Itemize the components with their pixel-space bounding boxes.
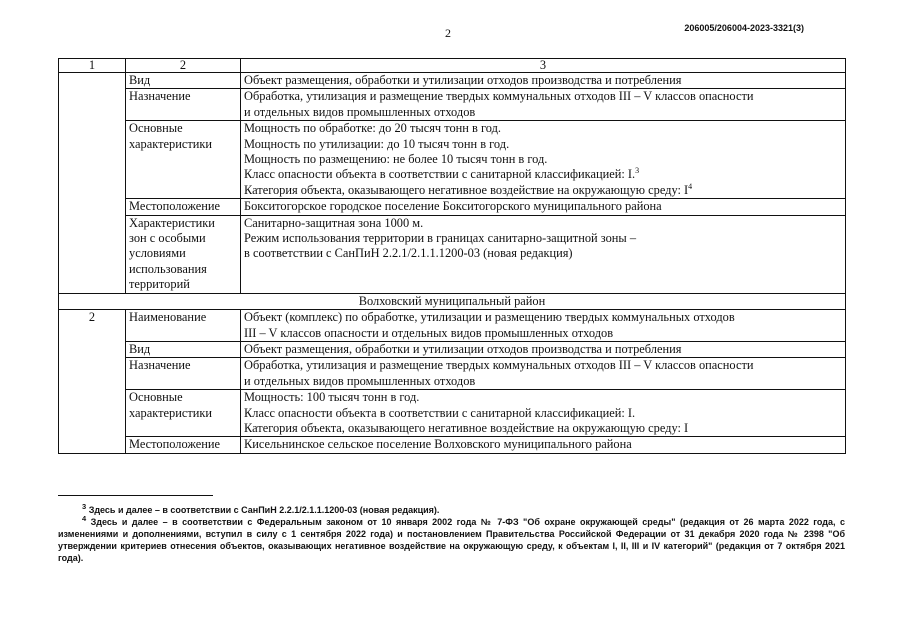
attribute-label: [126, 437, 241, 453]
table-row: [59, 358, 846, 390]
attribute-label: [126, 341, 241, 357]
cell-line: III – V классов опасности и отдельных видов промышленных отходов: [244, 325, 614, 340]
cell-line: Мощность: 100 тысяч тонн в год.: [244, 390, 420, 405]
cell-line: Вид: [129, 341, 151, 356]
attribute-value: [241, 358, 846, 390]
attribute-value: [241, 199, 846, 215]
cell-line: зон с особыми: [129, 231, 206, 246]
cell-line: характеристики: [129, 136, 213, 151]
footnote-reference: 4: [688, 181, 693, 191]
column-header-1: 1: [59, 59, 126, 73]
footnote: [58, 504, 845, 516]
footnote-mark: 3: [82, 502, 87, 511]
row-number: 2: [59, 310, 126, 454]
cell-line: использования: [129, 261, 207, 276]
cell-line: Основные: [129, 390, 183, 405]
table-row: [59, 89, 846, 121]
attribute-value: [241, 73, 846, 89]
cell-line: Характеристики: [129, 215, 215, 230]
cell-line: Назначение: [129, 358, 191, 373]
footnote-reference: 3: [635, 166, 640, 176]
table-row: [59, 73, 846, 89]
cell-line: Категория объекта, оказывающего негативное воздействие на окружающую среду: $I^4$: [244, 181, 693, 197]
attribute-label: [126, 73, 241, 89]
attribute-value: [241, 341, 846, 357]
footnote-text: Здесь и далее – в соответствии с СанПиН 2.2.1/2.1.1.1200-03 (новая редакция).: [88, 505, 440, 515]
cell-line: Объект размещения, обработки и утилизации отходов производства и потребления: [244, 341, 682, 356]
document-id: 206005/206004-2023-3321(3): [684, 23, 804, 33]
attribute-label: [126, 121, 241, 199]
cell-line: и отдельных видов промышленных отходов: [244, 373, 476, 388]
cell-line: Местоположение: [129, 199, 220, 214]
cell-line: Мощность по обработке: до 20 тысяч тонн в год.: [244, 121, 501, 136]
table-row: [59, 215, 846, 293]
attribute-value: [241, 390, 846, 437]
cell-line: Режим использования территории в границах санитарно-защитной зоны –: [244, 231, 637, 246]
attribute-value: [241, 310, 846, 342]
cell-line: Класс опасности объекта в соответствии с санитарной классификацией: I.$^3$: [244, 166, 640, 182]
cell-line: Мощность по утилизации: до 10 тысяч тонн в год.: [244, 136, 510, 151]
cell-line: условиями: [129, 246, 186, 261]
table-row: [59, 310, 846, 342]
register-table: [58, 58, 846, 454]
cell-line: Основные: [129, 121, 183, 136]
cell-line: Санитарно-защитная зона 1000 м.: [244, 215, 424, 230]
cell-line: Вид: [129, 73, 151, 87]
cell-line: Обработка, утилизация и размещение твердых коммунальных отходов III – V классов опасности: [244, 89, 754, 104]
attribute-label: [126, 199, 241, 215]
attribute-label: [126, 358, 241, 390]
attribute-label: [126, 390, 241, 437]
table-header-row: [59, 59, 846, 73]
footnote-separator: [58, 495, 213, 496]
attribute-label: [126, 310, 241, 342]
footnotes: [58, 495, 845, 564]
attribute-label: [126, 215, 241, 293]
column-header-2: 2: [126, 59, 241, 73]
row-number: [59, 73, 126, 294]
cell-line: Класс опасности объекта в соответствии с санитарной классификацией: I.: [244, 405, 636, 420]
cell-line: Объект размещения, обработки и утилизации отходов производства и потребления: [244, 73, 682, 87]
cell-line: Обработка, утилизация и размещение твердых коммунальных отходов III – V классов опасности: [244, 358, 754, 373]
cell-line: характеристики: [129, 405, 213, 420]
cell-line: в соответствии с СанПиН 2.2.1/2.1.1.1200-03 (новая редакция): [244, 246, 573, 261]
cell-line: Мощность по размещению: не более 10 тысяч тонн в год.: [244, 152, 548, 167]
section-row: [59, 293, 846, 309]
section-title: Волховский муниципальный район: [59, 293, 846, 309]
cell-line: Наименование: [129, 310, 207, 325]
table-row: [59, 390, 846, 437]
cell-line: Бокситогорское городское поселение Бокситогорского муниципального района: [244, 199, 662, 214]
cell-line: Кисельнинское сельское поселение Волховского муниципального района: [244, 437, 632, 452]
table-row: [59, 199, 846, 215]
table-row: [59, 437, 846, 453]
cell-line: и отдельных видов промышленных отходов: [244, 104, 476, 119]
footnote-text: Здесь и далее – в соответствии с Федеральным законом от 10 января 2002 года № 7-ФЗ "Об охране окружающей среды" (редакция от 26 марта 2022 года, с изменениями и дополнениями, вступил в силу с 1 сентября 2022 года) и постановлением Правительства Российской Федерации от 31 декабря 2020 года № 2398 "Об утверждении критериев отнесения объектов, оказывающих негативное воздействие на окружающую среду, к объектам I, II, III и IV категорий" (редакция от 7 октября 2021 года).: [58, 517, 845, 563]
page-number: 2: [445, 26, 451, 40]
footnote: [58, 516, 845, 564]
attribute-value: [241, 215, 846, 293]
attribute-value: [241, 121, 846, 199]
attribute-value: [241, 437, 846, 453]
table-row: [59, 121, 846, 199]
cell-line: Категория объекта, оказывающего негативное воздействие на окружающую среду: I: [244, 420, 689, 435]
footnote-mark: 4: [82, 514, 87, 523]
cell-line: Назначение: [129, 89, 191, 104]
attribute-label: [126, 89, 241, 121]
column-header-3: 3: [241, 59, 846, 73]
table-row: [59, 341, 846, 357]
attribute-value: [241, 89, 846, 121]
cell-line: Местоположение: [129, 437, 220, 452]
cell-line: Объект (комплекс) по обработке, утилизации и размещению твердых коммунальных отходов: [244, 310, 735, 325]
cell-line: территорий: [129, 277, 190, 292]
